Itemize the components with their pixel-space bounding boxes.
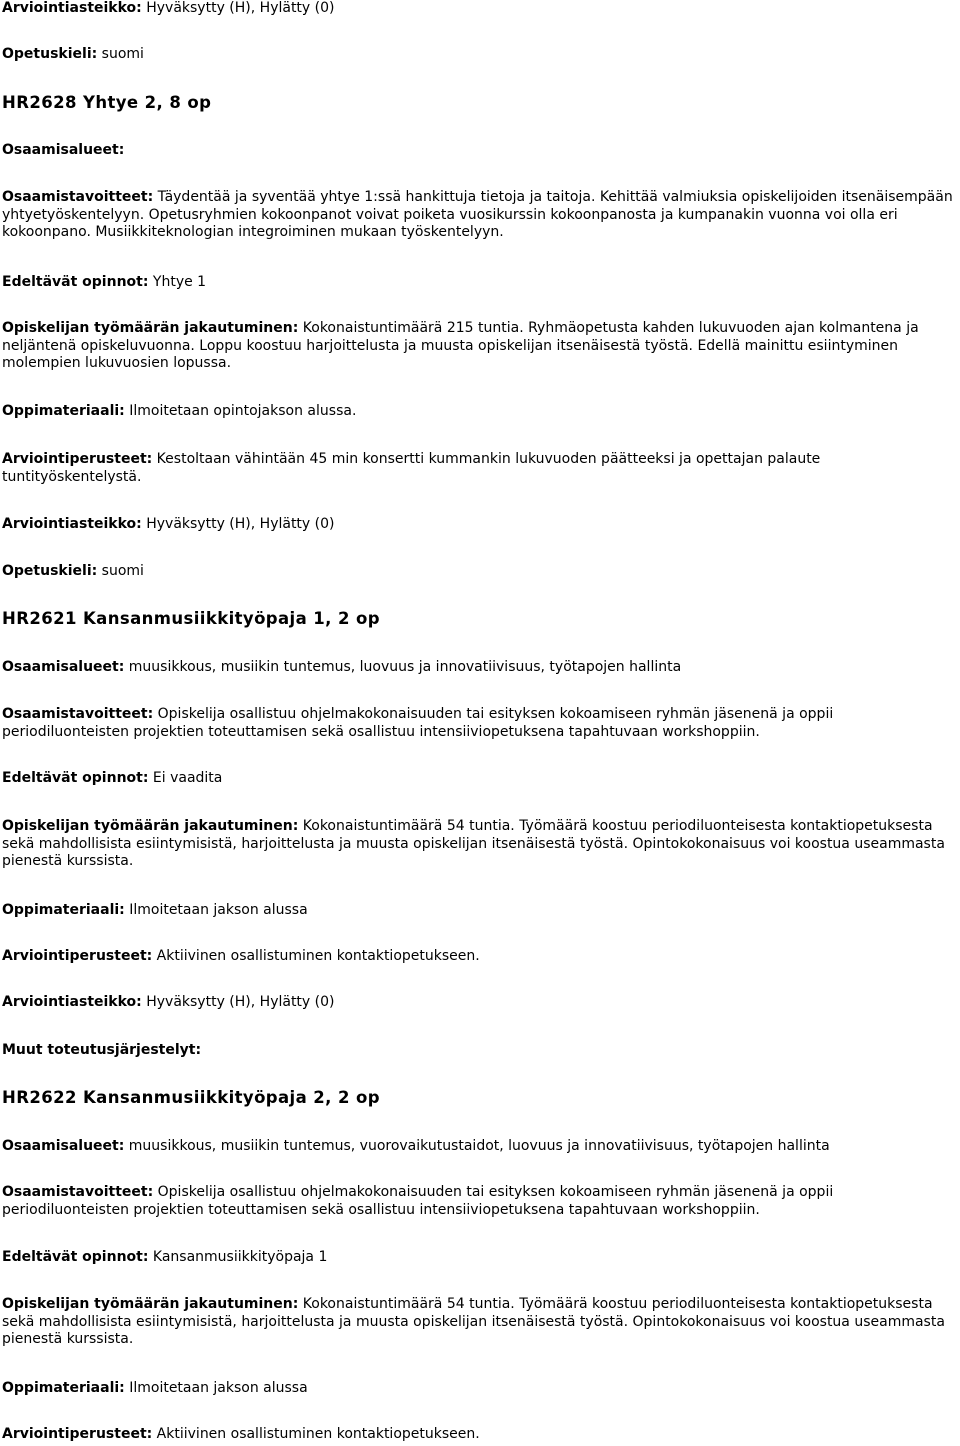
field-value: muusikkous, musiikin tuntemus, luovuus ja innovatiivisuus, työtapojen hallinta (124, 659, 682, 675)
field-label: Edeltävät opinnot: (2, 274, 149, 290)
field-label: Muut toteutusjärjestelyt: (2, 1042, 202, 1058)
field-label: Edeltävät opinnot: (2, 1249, 149, 1265)
field-oppimateriaali (2, 403, 956, 421)
field-edeltavat-opinnot (2, 274, 956, 292)
field-value: Kokonaistuntimäärä 215 tuntia. Ryhmäopetusta kahden lukuvuoden ajan kolmantena ja neljäntenä opiskeluvuonna. Loppu koostuu harjoittelusta ja muusta opiskelijan itsenäisestä työstä. Edellä mainittu esiintyminen molempien lukuvuosien lopussa. (2, 320, 919, 371)
field-value: Opiskelija osallistuu ohjelmakokonaisuuden tai esityksen kokoamiseen ryhmän jäsenenä ja oppii periodiluonteisten projektien toteuttamisen sekä osallistuu intensiiviopetuksena tapahtuvaan workshoppiin. (2, 706, 834, 740)
field-arviointiasteikko (2, 516, 956, 534)
field-label: Arviointiperusteet: (2, 451, 153, 467)
field-label: Oppimateriaali: (2, 403, 125, 419)
field-label: Osaamistavoitteet: (2, 1184, 154, 1200)
field-label: Oppimateriaali: (2, 1380, 125, 1396)
field-arviointiasteikko (2, 994, 956, 1012)
field-label: Arviointiperusteet: (2, 1426, 153, 1442)
field-label: Opiskelijan työmäärän jakautuminen: (2, 818, 299, 834)
field-label: Arviointiasteikko: (2, 0, 142, 16)
field-label: Arviointiperusteet: (2, 948, 153, 964)
field-edeltavat-opinnot (2, 770, 956, 788)
field-label: Opiskelijan työmäärän jakautuminen: (2, 1296, 299, 1312)
course-heading: HR2622 Kansanmusiikkityöpaja 2, 2 op (2, 1088, 380, 1107)
field-opetuskieli (2, 563, 956, 581)
field-arviointiperusteet (2, 451, 956, 486)
field-value: Aktiivinen osallistuminen kontaktiopetukseen. (152, 948, 480, 964)
field-osaamisalueet (2, 659, 956, 677)
field-oppimateriaali (2, 1380, 956, 1398)
field-tyomaara (2, 818, 956, 871)
field-oppimateriaali (2, 902, 956, 920)
field-label: Oppimateriaali: (2, 902, 125, 918)
field-edeltavat-opinnot (2, 1249, 956, 1267)
field-value: Opiskelija osallistuu ohjelmakokonaisuuden tai esityksen kokoamiseen ryhmän jäsenenä ja oppii periodiluonteisten projektien toteuttamisen sekä osallistuu intensiiviopetuksena tapahtuvaan workshoppiin. (2, 1184, 834, 1218)
field-label: Arviointiasteikko: (2, 994, 142, 1010)
field-tyomaara (2, 320, 956, 373)
field-value: Yhtye 1 (148, 274, 207, 290)
field-label: Osaamisalueet: (2, 1138, 125, 1154)
field-value: Kansanmusiikkityöpaja 1 (148, 1249, 328, 1265)
field-arviointiasteikko (2, 0, 956, 18)
field-label: Edeltävät opinnot: (2, 770, 149, 786)
field-label: Opetuskieli: (2, 563, 98, 579)
field-value: Täydentää ja syventää yhtye 1:ssä hankittuja tietoja ja taitoja. Kehittää valmiuksia opiskelijoiden itsenäisempään yhtyetyöskentelyyn. Opetusryhmien kokoonpanot voivat poiketa vuosikurssin kokoonpanosta ja kumpanakin vuonna voi olla eri kokoonpano. Musiikkiteknologian integroiminen mukaan työskentelyyn. (2, 189, 953, 240)
field-label: Opiskelijan työmäärän jakautuminen: (2, 320, 299, 336)
field-value: Kokonaistuntimäärä 54 tuntia. Työmäärä koostuu periodiluonteisesta kontaktiopetuksesta sekä mahdollisista esiintymisistä, harjoittelusta ja muusta opiskelijan itsenäisestä työstä. Opintokokonaisuus voi koostua useammasta pienestä kurssista. (2, 818, 945, 869)
field-osaamisalueet (2, 142, 956, 160)
field-value: suomi (97, 46, 144, 62)
field-value: Kestoltaan vähintään 45 min konsertti kummankin lukuvuoden päätteeksi ja opettajan palaute tuntityöskentelystä. (2, 451, 821, 485)
field-value: suomi (97, 563, 144, 579)
course-heading: HR2628 Yhtye 2, 8 op (2, 93, 212, 112)
field-label: Osaamistavoitteet: (2, 189, 154, 205)
field-osaamistavoitteet (2, 706, 956, 741)
field-tyomaara (2, 1296, 956, 1349)
field-label: Osaamisalueet: (2, 142, 125, 158)
field-value: Kokonaistuntimäärä 54 tuntia. Työmäärä koostuu periodiluonteisesta kontaktiopetuksesta sekä mahdollisista esiintymisistä, harjoittelusta ja muusta opiskelijan itsenäisestä työstä. Opintokokonaisuus voi koostua useammasta pienestä kurssista. (2, 1296, 945, 1347)
field-label: Opetuskieli: (2, 46, 98, 62)
field-arviointiperusteet (2, 948, 956, 966)
field-value: Ilmoitetaan jakson alussa (124, 902, 308, 918)
field-value: Ei vaadita (148, 770, 223, 786)
field-value: Ilmoitetaan opintojakson alussa. (124, 403, 357, 419)
field-osaamistavoitteet (2, 189, 956, 242)
field-value: Hyväksytty (H), Hylätty (0) (141, 994, 335, 1010)
field-muut-toteutusjarjestelyt (2, 1042, 956, 1060)
field-label: Arviointiasteikko: (2, 516, 142, 532)
field-arviointiperusteet (2, 1426, 956, 1444)
field-label: Osaamisalueet: (2, 659, 125, 675)
field-osaamistavoitteet (2, 1184, 956, 1219)
field-value: Hyväksytty (H), Hylätty (0) (141, 516, 335, 532)
field-opetuskieli (2, 46, 956, 64)
field-osaamisalueet (2, 1138, 956, 1156)
course-heading: HR2621 Kansanmusiikkityöpaja 1, 2 op (2, 609, 380, 628)
field-value: Aktiivinen osallistuminen kontaktiopetukseen. (152, 1426, 480, 1442)
field-label: Osaamistavoitteet: (2, 706, 154, 722)
field-value: muusikkous, musiikin tuntemus, vuorovaikutustaidot, luovuus ja innovatiivisuus, työtapojen hallinta (124, 1138, 830, 1154)
field-value: Ilmoitetaan jakson alussa (124, 1380, 308, 1396)
field-value: Hyväksytty (H), Hylätty (0) (141, 0, 335, 16)
